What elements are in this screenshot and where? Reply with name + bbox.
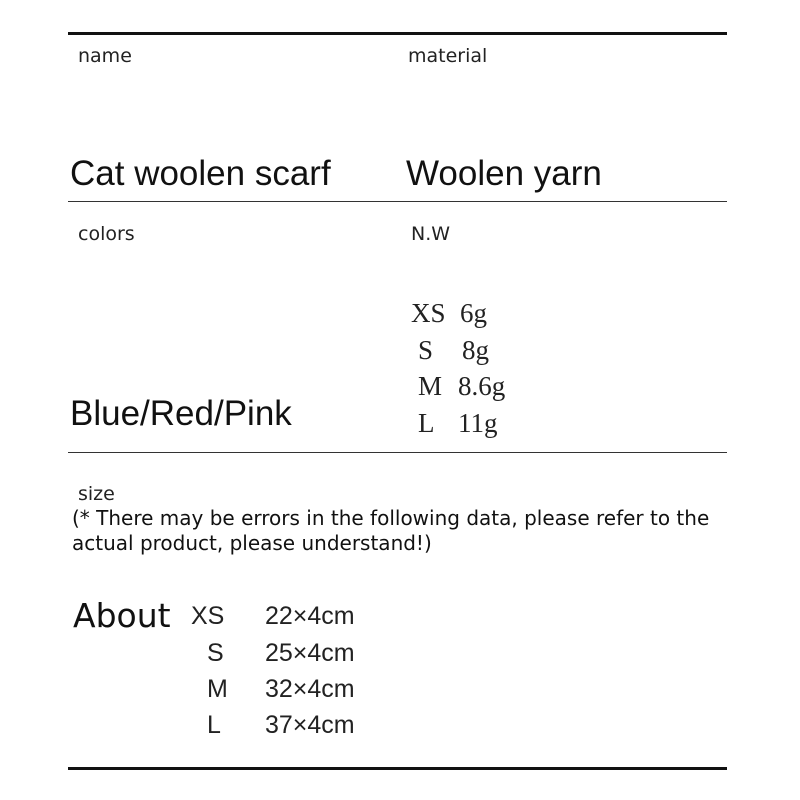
weight-size: M bbox=[418, 371, 443, 401]
size-row bbox=[0, 639, 800, 673]
weight-value: 11g bbox=[458, 408, 498, 438]
product-name: Cat woolen scarf bbox=[70, 154, 331, 193]
colors-label: colors bbox=[78, 223, 135, 245]
weight-size: XS bbox=[411, 298, 446, 328]
material-label: material bbox=[408, 45, 488, 67]
about-label: About bbox=[73, 596, 171, 635]
weight-size: L bbox=[418, 408, 435, 438]
size-name: XS bbox=[191, 602, 225, 630]
size-name: M bbox=[207, 675, 228, 703]
size-row bbox=[0, 675, 800, 709]
weight-row bbox=[0, 298, 800, 334]
weight-value: 8.6g bbox=[458, 371, 506, 401]
weight-value: 8g bbox=[462, 335, 489, 365]
top-rule bbox=[68, 32, 727, 35]
size-dimensions: 37×4cm bbox=[265, 711, 355, 739]
material-value: Woolen yarn bbox=[406, 154, 602, 193]
size-row bbox=[0, 602, 800, 636]
divider-rule-2 bbox=[68, 452, 727, 453]
size-dimensions: 22×4cm bbox=[265, 602, 355, 630]
colors-value: Blue/Red/Pink bbox=[70, 394, 292, 433]
size-name: L bbox=[207, 711, 221, 739]
name-label: name bbox=[78, 45, 132, 67]
size-name: S bbox=[207, 639, 224, 667]
size-dimensions: 32×4cm bbox=[265, 675, 355, 703]
size-row bbox=[0, 711, 800, 745]
bottom-rule bbox=[68, 767, 727, 770]
size-disclaimer: (* There may be errors in the following data, please refer to the actual product, please understand!) bbox=[72, 506, 710, 555]
weight-size: S bbox=[418, 335, 434, 365]
size-dimensions: 25×4cm bbox=[265, 639, 355, 667]
size-label: size bbox=[78, 483, 115, 505]
weight-value: 6g bbox=[460, 298, 487, 328]
weight-row bbox=[0, 335, 800, 371]
net-weight-label: N.W bbox=[411, 223, 451, 245]
divider-rule-1 bbox=[68, 201, 727, 202]
